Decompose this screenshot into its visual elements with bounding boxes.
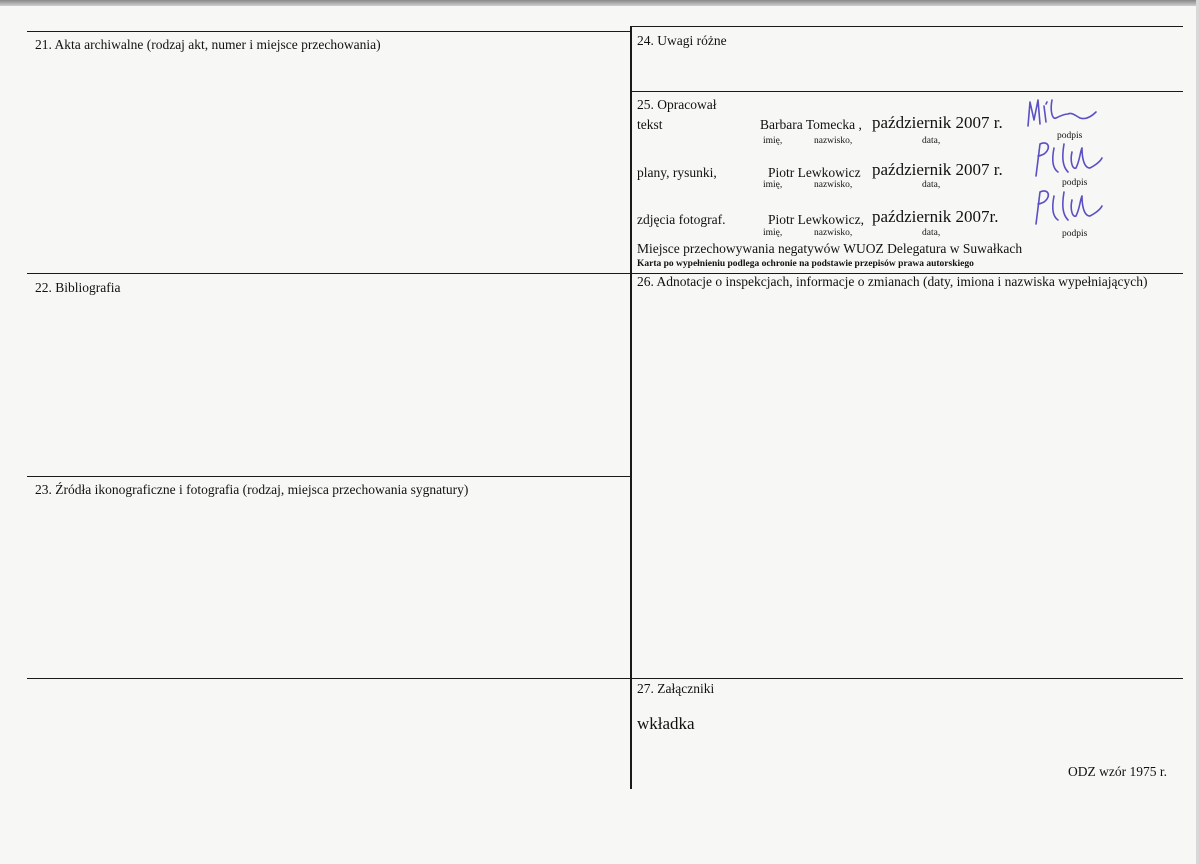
- row-text-name: Barbara Tomecka ,: [760, 117, 862, 132]
- form-footer: ODZ wzór 1975 r.: [1068, 764, 1167, 779]
- row-text-date: październik 2007 r.: [872, 113, 1003, 132]
- top-rule-left: [27, 31, 632, 32]
- rule-22-23: [27, 476, 632, 477]
- row-photos-date: październik 2007r.: [872, 207, 999, 226]
- scan-top-edge: [0, 0, 1199, 6]
- field-27-label: 27. Załączniki: [637, 681, 715, 696]
- caption-nazwisko: nazwisko,: [814, 228, 853, 238]
- caption-podpis: podpis: [1062, 178, 1088, 188]
- row-plans-name: Piotr Lewkowicz: [768, 165, 861, 180]
- top-rule-right: [631, 26, 1183, 27]
- caption-podpis: podpis: [1057, 131, 1083, 141]
- caption-imie: imię,: [763, 180, 783, 190]
- copyright-note: Karta po wypełnieniu podlega ochronie na podstawie przepisów prawa autorskiego: [637, 259, 974, 269]
- field-24-label: 24. Uwagi różne: [637, 33, 727, 48]
- field-21-label: 21. Akta archiwalne (rodzaj akt, numer i miejsce przechowania): [35, 37, 381, 52]
- field-26-label: 26. Adnotacje o inspekcjach, informacje o zmianach (daty, imiona i nazwiska wypełniających): [637, 274, 1148, 289]
- field-22-label: 22. Bibliografia: [35, 280, 121, 295]
- negatives-location: Miejsce przechowywania negatywów WUOZ Delegatura w Suwałkach: [637, 241, 1023, 256]
- caption-data: data,: [922, 136, 941, 146]
- caption-nazwisko: nazwisko,: [814, 136, 853, 146]
- caption-podpis: podpis: [1062, 229, 1088, 239]
- caption-data: data,: [922, 180, 941, 190]
- signature-lewkowicz-2: [1030, 186, 1110, 228]
- caption-imie: imię,: [763, 228, 783, 238]
- caption-nazwisko: nazwisko,: [814, 180, 853, 190]
- caption-data: data,: [922, 228, 941, 238]
- field-23-label: 23. Źródła ikonograficzne i fotografia (rodzaj, miejsca przechowania sygnatury): [35, 482, 469, 497]
- signature-lewkowicz-1: [1030, 138, 1110, 180]
- rule-row3: [27, 678, 1183, 679]
- caption-imie: imię,: [763, 136, 783, 146]
- center-divider: [630, 26, 632, 789]
- row-plans-date: październik 2007 r.: [872, 160, 1003, 179]
- row-photos-name: Piotr Lewkowicz,: [768, 212, 864, 227]
- field-25-label: 25. Opracował: [637, 97, 717, 112]
- row-photos-label: zdjęcia fotograf.: [637, 212, 726, 227]
- row-plans-label: plany, rysunki,: [637, 165, 717, 180]
- rule-24-25: [631, 91, 1183, 92]
- row-text-label: tekst: [637, 117, 663, 132]
- signature-tomecka: [1020, 92, 1100, 132]
- attachment-value: wkładka: [637, 714, 695, 733]
